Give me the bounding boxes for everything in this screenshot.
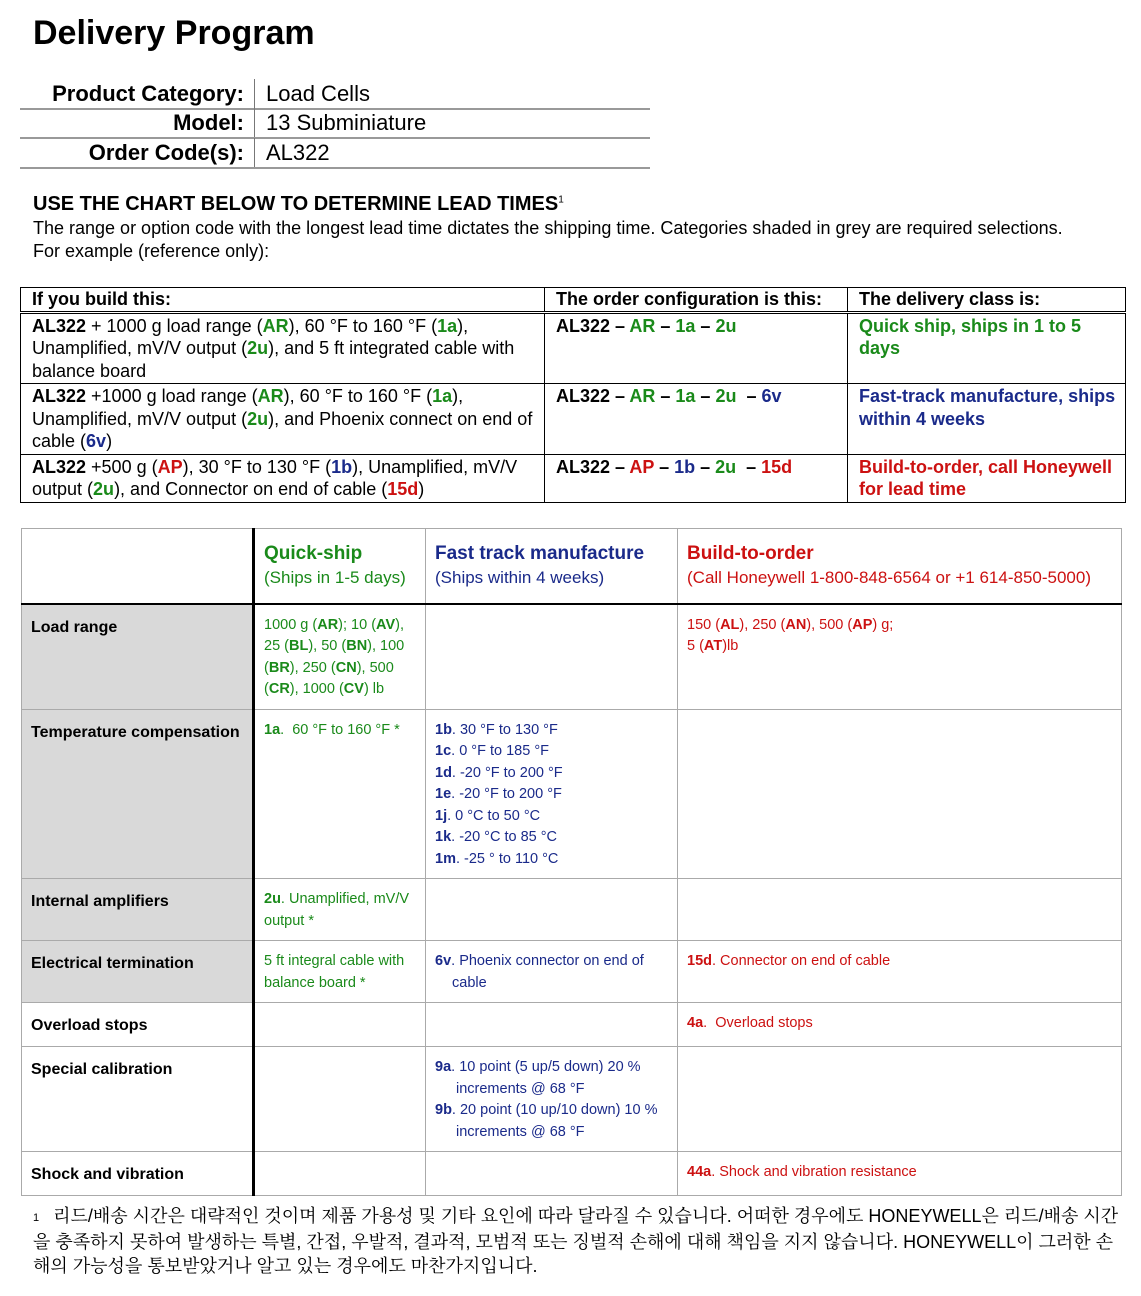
example-config-cell: AL322 – AR – 1a – 2u – 6v — [545, 384, 848, 455]
fast-track-header: Fast track manufacture (Ships within 4 weeks) — [426, 529, 678, 604]
info-row-order — [20, 138, 650, 169]
bto-load-range: 150 (AL), 250 (AN), 500 (AP) g; 5 (AT)lb — [678, 604, 1122, 710]
quick-load-range: 1000 g (AR); 10 (AV), 25 (BL), 50 (BN), 100 (BR), 250 (CN), 500 (CR), 1000 (CV) lb — [254, 604, 426, 710]
model-label: Model: — [173, 110, 244, 135]
example-header-build: If you build this: — [21, 288, 545, 313]
temp-option: 1b. 30 °F to 130 °F — [435, 721, 558, 738]
quick-ship-header: Quick-ship (Ships in 1-5 days) — [254, 529, 426, 604]
table-row — [22, 709, 1122, 879]
info-row-model — [20, 108, 650, 139]
quick-temperature: 1a. 60 °F to 160 °F * — [254, 709, 426, 879]
quick-termination: 5 ft integral cable with balance board * — [254, 941, 426, 1003]
category-overload: Overload stops — [22, 1003, 254, 1047]
fast-amplifiers — [426, 879, 678, 941]
category-label: Product Category: — [52, 81, 244, 106]
table-row — [22, 1047, 1122, 1152]
info-row-category — [20, 79, 650, 110]
category-amplifiers: Internal amplifiers — [22, 879, 254, 941]
example-build-cell: AL322 +500 g (AP), 30 °F to 130 °F (1b), Unamplified, mV/V output (2u), and Connector on end of cable (15d) — [21, 454, 545, 502]
example-header-config: The order configuration is this: — [545, 288, 848, 313]
temp-option: 1d. -20 °F to 200 °F — [435, 764, 563, 781]
build-to-order-header: Build-to-order (Call Honeywell 1-800-848-6564 or +1 614-850-5000) — [678, 529, 1122, 604]
category-temperature: Temperature compensation — [22, 709, 254, 879]
quick-calibration — [254, 1047, 426, 1152]
quick-overload — [254, 1003, 426, 1047]
intro-text: The range or option code with the longest lead time dictates the shipping time. Categories shaded in grey are required selections. — [33, 218, 1063, 238]
example-header-class: The delivery class is: — [848, 288, 1126, 313]
temp-option: 1m. -25 ° to 110 °C — [435, 850, 559, 867]
category-shock: Shock and vibration — [22, 1152, 254, 1196]
example-class-cell: Fast-track manufacture, ships within 4 weeks — [848, 384, 1126, 455]
temp-option: 1k. -20 °C to 85 °C — [435, 829, 558, 845]
fast-load-range — [426, 604, 678, 710]
temp-option: 1j. 0 °C to 50 °C — [435, 807, 541, 824]
table-row — [22, 879, 1122, 941]
example-row — [21, 312, 1126, 384]
example-row — [21, 454, 1126, 502]
intro-example-text: For example (reference only): — [33, 241, 270, 261]
table-row — [22, 1003, 1122, 1047]
category-value: Load Cells — [266, 81, 370, 106]
page-title: Delivery Program — [33, 14, 315, 52]
bto-shock: 44a. Shock and vibration resistance — [678, 1152, 1122, 1196]
example-class-cell: Quick ship, ships in 1 to 5 days — [848, 312, 1126, 384]
temp-option: 1c. 0 °F to 185 °F — [435, 743, 549, 759]
example-config-cell: AL322 – AR – 1a – 2u — [545, 312, 848, 384]
example-build-cell: AL322 + 1000 g load range (AR), 60 °F to 160 °F (1a), Unamplified, mV/V output (2u), and 5 ft integrated cable with balance board — [21, 312, 545, 384]
category-termination: Electrical termination — [22, 941, 254, 1003]
footnote: $^1$ 리드/배송 시간은 대략적인 것이며 제품 가용성 및 기타 요인에 따라 달라질 수 있습니다. 어떠한 경우에도 HONEYWELL은 리드/배송 시간을 충족하지 못하여 발생하는 특별, 간접, 우발적, 결과적, 모범적 또는 징벌적 손해에 대해 책임을 지지 않습니다. HONEYWELL이 그러한 손해의 가능성을 통보받았거나 알고 있는 경우에도 마찬가지입니다. — [33, 1206, 1119, 1276]
fast-calibration: 9a. 10 point (5 up/5 down) 20 % increments @ 68 °F 9b. 20 point (10 up/10 down) 10 % increments @ 68 °F — [426, 1047, 678, 1152]
corner-cell — [22, 529, 254, 604]
lead-time-table — [21, 528, 1122, 1196]
example-build-cell: AL322 +1000 g load range (AR), 60 °F to 160 °F (1a), Unamplified, mV/V output (2u), and Phoenix connect on end of cable (6v) — [21, 384, 545, 455]
fast-overload — [426, 1003, 678, 1047]
temp-option: 1e. -20 °F to 200 °F — [435, 786, 562, 802]
category-load-range: Load range — [22, 604, 254, 710]
example-class-cell: Build-to-order, call Honeywell for lead time — [848, 454, 1126, 502]
table-row — [22, 604, 1122, 710]
model-value: 13 Subminiature — [266, 110, 427, 135]
example-row — [21, 384, 1126, 455]
bto-calibration — [678, 1047, 1122, 1152]
quick-shock — [254, 1152, 426, 1196]
bto-temperature — [678, 709, 1122, 879]
bto-termination: 15d. Connector on end of cable — [678, 941, 1122, 1003]
bto-overload: 4a. Overload stops — [678, 1003, 1122, 1047]
quick-amplifiers: 2u. Unamplified, mV/V output * — [254, 879, 426, 941]
order-value: AL322 — [266, 140, 330, 165]
category-calibration: Special calibration — [22, 1047, 254, 1152]
fast-shock — [426, 1152, 678, 1196]
fast-termination: 6v. Phoenix connector on end of cable — [426, 941, 678, 1003]
table-row — [22, 941, 1122, 1003]
table-row — [22, 1152, 1122, 1196]
example-config-cell: AL322 – AP – 1b – 2u – 15d — [545, 454, 848, 502]
fast-temperature — [426, 709, 678, 879]
bto-amplifiers — [678, 879, 1122, 941]
lead-times-heading: USE THE CHART BELOW TO DETERMINE LEAD TIMES$^1$ — [33, 193, 564, 215]
example-table — [20, 287, 1126, 503]
order-label: Order Code(s): — [88, 140, 244, 165]
